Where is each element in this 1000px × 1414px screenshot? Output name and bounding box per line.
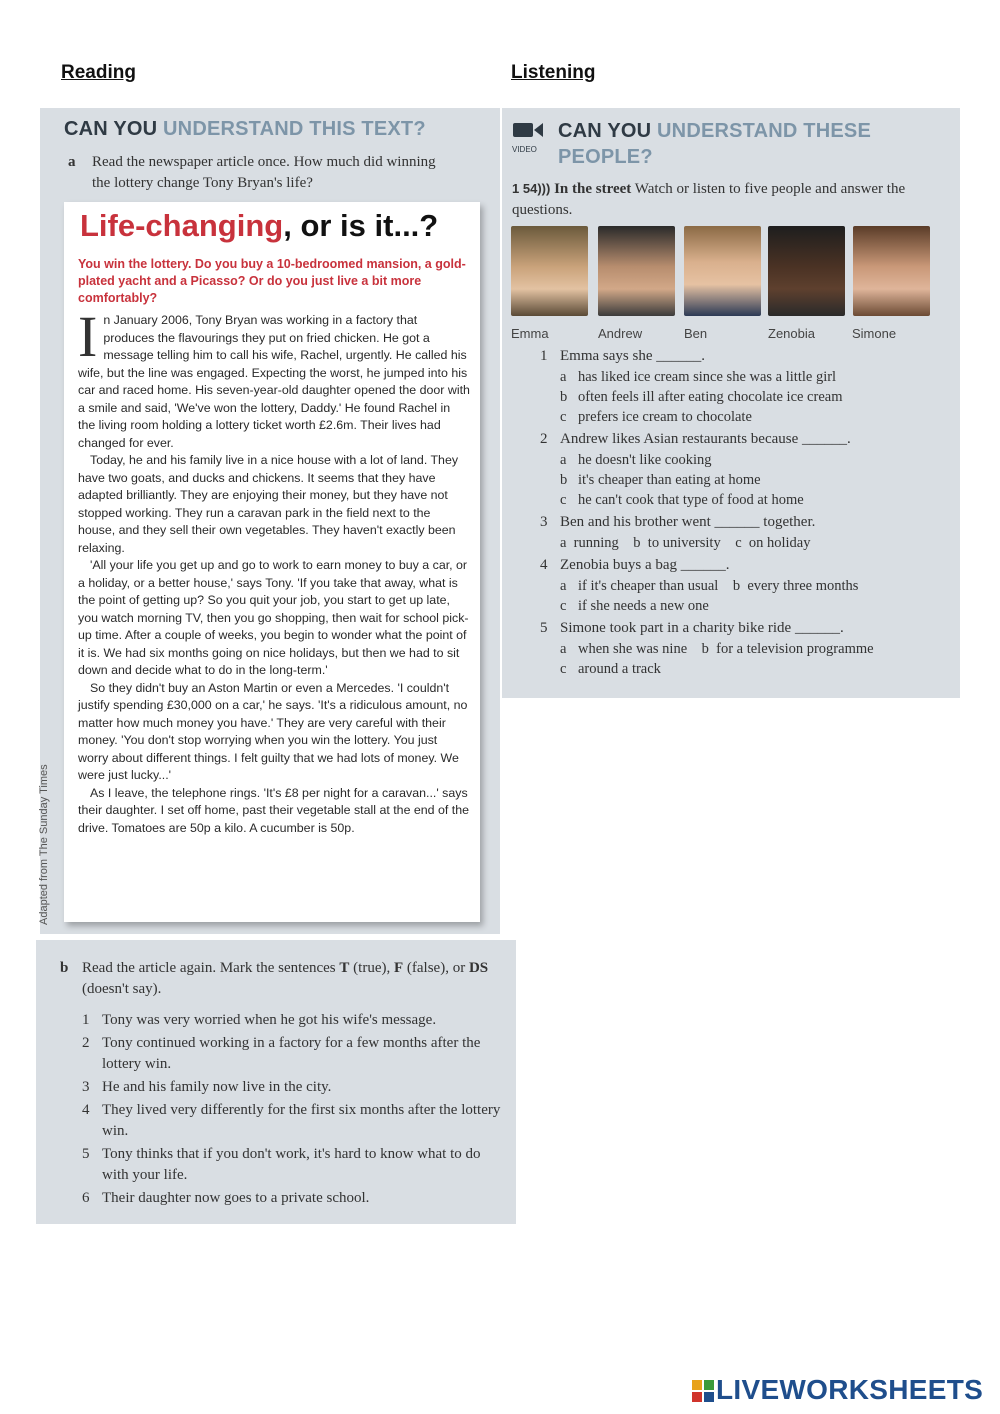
listening-heading: Listening <box>511 62 596 83</box>
list-item: 1 Tony was very worried when he got his wife's message. <box>82 1012 437 1028</box>
audio-track-icon[interactable]: 1 54))) <box>512 181 551 196</box>
list-item: 4 Zenobia buys a bag ______. a if it's cheaper than usual b every three months c if she needs a new one <box>540 557 859 614</box>
reading-questions-panel <box>36 940 516 1224</box>
simone-photo <box>853 226 930 316</box>
article-title: Life-changing, or is it...? <box>80 208 439 243</box>
list-item: 1 Emma says she ______. a has liked ice cream since she was a little girl b often feels ill after eating chocolate ice cream c prefers ice cream to chocolate <box>540 348 843 425</box>
person-name: Ben <box>684 326 708 341</box>
drop-cap: I <box>78 304 98 369</box>
andrew-photo <box>598 226 675 316</box>
ben-photo <box>684 226 761 316</box>
true-false-list <box>82 1010 502 1211</box>
listening-questions <box>540 346 950 681</box>
reading-heading: Reading <box>61 62 136 83</box>
person-name: Zenobia <box>768 326 815 341</box>
article-paragraph: 'All your life you get up and go to work to earn money to buy a car, or a holiday, or a better house,' says Tony. 'If you take that away, what is the point of getting up? So you quit your job, you start to get up late, you watch morning TV, then you go shopping, then wait for school pick-up time. After a couple of weeks, you begin to wonder what the point of it is. We had six months going on nice holidays, but then we had to sit down and decide what to do in the long-term.' <box>78 558 469 677</box>
article-paragraph: Today, he and his family live in a nice house with a lot of land. They have two goats, and ducks and chickens. It seems that they have adapted brilliantly. They are enjoying their money, but they have not stopped working. They run a caravan park in the field next to the house, and they sell their own vegetables. They haven't exactly been relaxing. <box>78 453 459 555</box>
list-item: 5 Tony thinks that if you don't work, it's hard to know what to do with your life. <box>82 1146 481 1183</box>
person-name: Emma <box>511 326 549 341</box>
person-name: Andrew <box>598 326 643 341</box>
list-item: 4 They lived very differently for the first six months after the lottery win. <box>82 1102 501 1139</box>
reading-section-title: CAN YOU UNDERSTAND THIS TEXT? <box>64 118 426 140</box>
video-icon: VIDEO <box>512 120 546 154</box>
article-paragraph: In January 2006, Tony Bryan was working in a factory that produces the flavourings they put on fried chicken. He got a message telling him to call his wife, Rachel, urgently. He called his wife, but the line was engaged. Expecting the worst, he jumped into his car and raced home. His seven-year-old daughter opened the door with a smile and said, 'We've won the lottery, Daddy.' He found Rachel in the living room holding a lottery ticket worth £2.6m. Their lives had changed for ever. <box>78 304 470 450</box>
liveworksheets-logo[interactable]: LIVEWORKSHEETS <box>692 1374 983 1406</box>
article-subtitle: You win the lottery. Do you buy a 10-bedroomed mansion, a gold-plated yacht and a Picasso? Or do you just live a bit more comfortably? <box>78 257 466 305</box>
list-item: 2 Tony continued working in a factory for a few months after the lottery win. <box>82 1035 481 1072</box>
listening-section-title: CAN YOU UNDERSTAND THESE PEOPLE? <box>558 120 871 168</box>
person-name: Simone <box>852 326 897 341</box>
article-body <box>78 304 470 837</box>
logo-icon <box>692 1380 714 1402</box>
listening-instruction: 1 54))) In the street Watch or listen to five people and answer the questions. <box>512 181 906 218</box>
list-item: 3 Ben and his brother went ______ together. a running b to university c on holiday <box>540 514 816 551</box>
reading-instruction-a: a Read the newspaper article once. How much did winning the lottery change Tony Bryan's life? <box>68 154 436 191</box>
article-source-credit: Adapted from The Sunday Times <box>38 764 50 925</box>
list-item: 5 Simone took part in a charity bike ride ______. a when she was nine b for a television programme c around a track <box>540 620 874 677</box>
list-item: 3 He and his family now live in the city. <box>82 1079 332 1095</box>
newspaper-article <box>64 202 480 922</box>
article-paragraph: As I leave, the telephone rings. 'It's £8 per night for a caravan...' says their daughter. I set off home, past their vegetable stall at the end of the drive. Tomatoes are 50p a kilo. A cucumber is 50p. <box>78 785 470 835</box>
zenobia-photo <box>768 226 845 316</box>
list-item: 2 Andrew likes Asian restaurants because ______. a he doesn't like cooking b it's cheaper than eating at home c he can't cook that type of food at home <box>540 431 851 508</box>
list-item: 6 Their daughter now goes to a private school. <box>82 1190 370 1206</box>
article-paragraph: So they didn't buy an Aston Martin or even a Mercedes. 'I couldn't justify spending £30,000 on a car,' he says. 'It's a ridiculous amount, no matter how much money you have.' They are very careful with their money. 'You don't stop worrying when you win the lottery. You just worry about different things. I felt guilty that we had lots of money. We were just lucky...' <box>78 680 468 782</box>
emma-photo <box>511 226 588 316</box>
reading-instruction-b: b Read the article again. Mark the sentences T (true), F (false), or DS (doesn't say). <box>60 960 489 997</box>
